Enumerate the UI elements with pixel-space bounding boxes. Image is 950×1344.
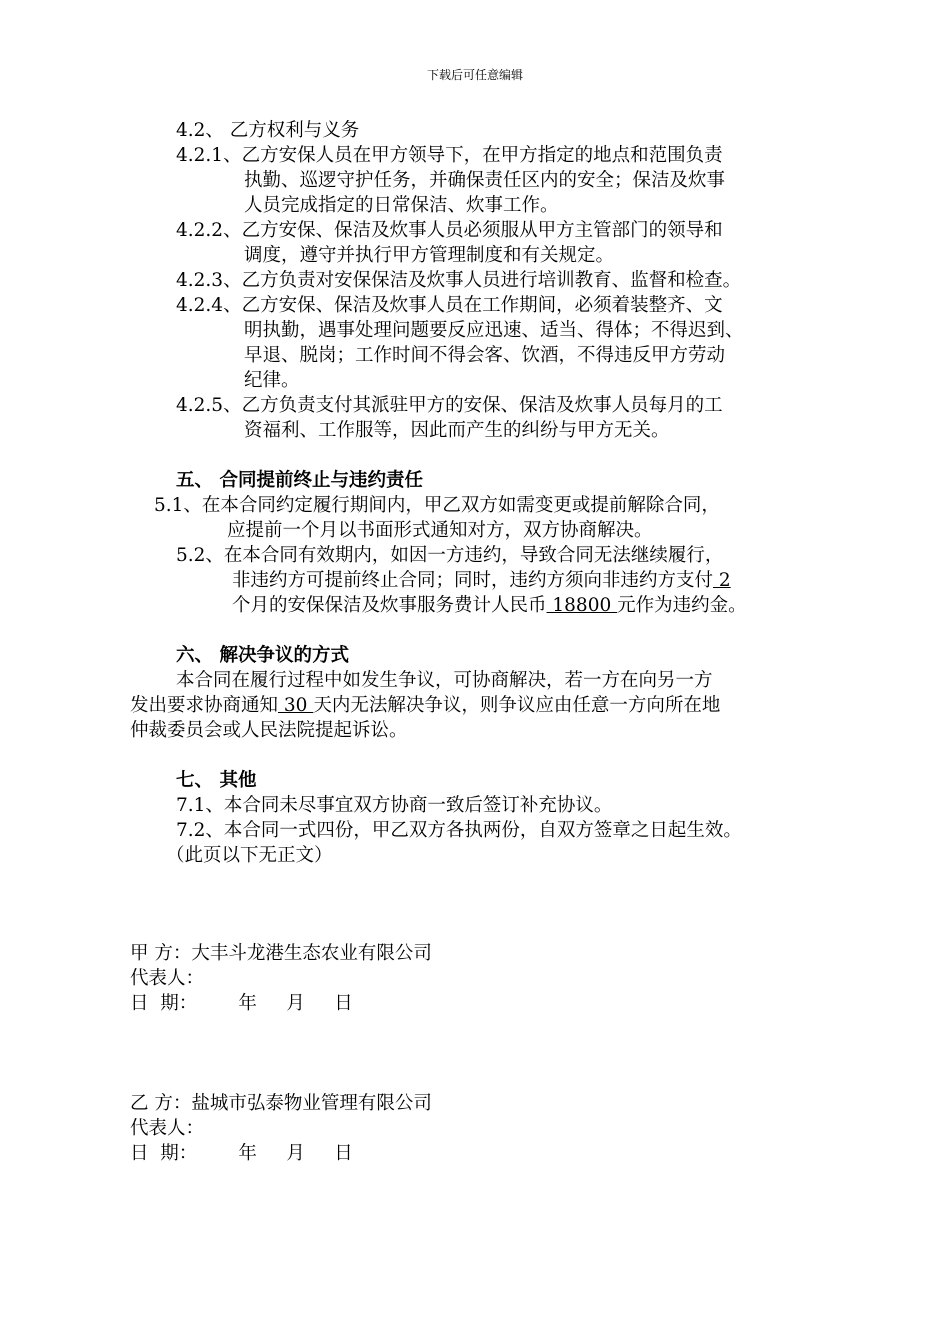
section-7-title: 七、 其他 [176, 770, 257, 791]
clause-4-2-4-line4: 纪律。 [244, 370, 300, 391]
no-text-note: （此页以下无正文） [166, 845, 333, 866]
party-b-date: 日 期： 年 月 日 [130, 1143, 353, 1164]
clause-5-2-line3-pre: 个月的安保保洁及炊事服务费计人民币 [232, 595, 547, 616]
section-6-title: 六、 解决争议的方式 [176, 645, 349, 666]
clause-5-1-line1: 5.1、在本合同约定履行期间内，甲乙双方如需变更或提前解除合同， [154, 495, 720, 516]
section-6-line2-pre: 发出要求协商通知 [130, 695, 279, 716]
clause-4-2-5-line1: 4.2.5、乙方负责支付其派驻甲方的安保、保洁及炊事人员每月的工 [176, 395, 723, 416]
clause-5-2-line1: 5.2、在本合同有效期内，如因一方违约，导致合同无法继续履行， [176, 545, 724, 566]
clause-5-2-line2 [232, 568, 731, 593]
party-a-date: 日 期： 年 月 日 [130, 993, 353, 1014]
section-5-title: 五、 合同提前终止与违约责任 [176, 470, 423, 491]
section-6-line2-post: 天内无法解决争议，则争议应由任意一方向所在地 [313, 695, 721, 716]
clause-4-2-4-line3: 早退、脱岗；工作时间不得会客、饮酒，不得违反甲方劳动 [244, 345, 726, 366]
clause-5-2-line3-post: 元作为违约金。 [617, 595, 747, 616]
clause-4-2-4-line2: 明执勤，遇事处理问题要反应迅速、适当、得体；不得迟到、 [244, 320, 744, 341]
clause-4-2-2-line1: 4.2.2、乙方安保、保洁及炊事人员必须服从甲方主管部门的领导和 [176, 220, 723, 241]
clause-4-2-1-line3: 人员完成指定的日常保洁、炊事工作。 [244, 195, 559, 216]
penalty-amount: 18800 [546, 595, 618, 616]
section-6-line3: 仲裁委员会或人民法院提起诉讼。 [130, 720, 408, 741]
clause-4-2-2-line2: 调度，遵守并执行甲方管理制度和有关规定。 [244, 245, 615, 266]
clause-7-2: 7.2、本合同一式四份，甲乙双方各执两份，自双方签章之日起生效。 [176, 820, 742, 841]
negotiation-days: 30 [278, 695, 314, 716]
party-b-representative: 代表人： [130, 1118, 205, 1139]
page-header: 下载后可任意编辑 [426, 68, 523, 82]
party-b-name: 乙 方：盐城市弘泰物业管理有限公司 [130, 1093, 432, 1114]
party-a-name: 甲 方：大丰斗龙港生态农业有限公司 [130, 943, 432, 964]
clause-4-2-5-line2: 资福利、工作服等，因此而产生的纠纷与甲方无关。 [244, 420, 670, 441]
clause-5-1-line2: 应提前一个月以书面形式通知对方，双方协商解决。 [227, 520, 653, 541]
section-6-line2 [130, 693, 720, 718]
clause-5-2-line3 [232, 593, 747, 618]
clause-4-2-1-line2: 执勤、巡逻守护任务，并确保责任区内的安全；保洁及炊事 [244, 170, 726, 191]
clause-4-2-1-line1: 4.2.1、乙方安保人员在甲方领导下，在甲方指定的地点和范围负责 [176, 145, 723, 166]
clause-4-2-3-line1: 4.2.3、乙方负责对安保保洁及炊事人员进行培训教育、监督和检查。 [176, 270, 742, 291]
clause-5-2-line2-text: 非违约方可提前终止合同；同时，违约方须向非违约方支付 [232, 570, 714, 591]
party-a-representative: 代表人： [130, 968, 205, 989]
clause-4-2-4-line1: 4.2.4、乙方安保、保洁及炊事人员在工作期间，必须着装整齐、文 [176, 295, 723, 316]
section-6-line1: 本合同在履行过程中如发生争议，可协商解决，若一方在向另一方 [176, 670, 713, 691]
clause-7-1: 7.1、本合同未尽事宜双方协商一致后签订补充协议。 [176, 795, 613, 816]
penalty-months: 2 [713, 570, 731, 591]
section-4-2-title: 4.2、 乙方权利与义务 [176, 120, 360, 141]
